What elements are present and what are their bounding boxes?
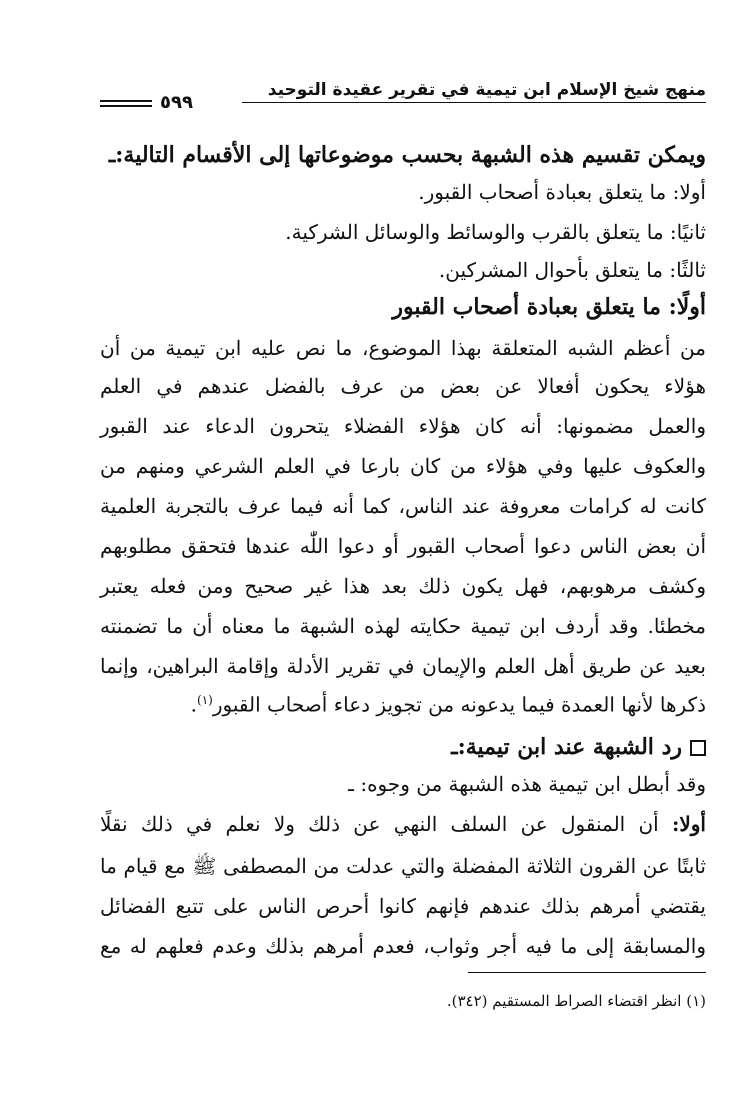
- checkbox-icon: [690, 740, 706, 756]
- rebuttal-heading: [100, 736, 706, 758]
- header-ornament-bar: [100, 105, 152, 107]
- paragraph-line: يقتضي أمرهم بذلك عندهم فإنهم كانوا أحرص الناس على تتبع الفضائل: [100, 894, 706, 918]
- list-item: أولا: ما يتعلق بعبادة أصحاب القبور.: [418, 180, 706, 204]
- paragraph-line: وكشف مرهوبهم، فهل يكون ذلك بعد هذا غير صحيح ومن فعله يعتبر: [100, 574, 706, 598]
- paragraph-line: [100, 694, 706, 715]
- paragraph-text: ذكرها لأنها العمدة فيما يدعونه من تجويز دعاء أصحاب القبور: [212, 692, 706, 717]
- paragraph-line: أن بعض الناس دعوا أصحاب القبور أو دعوا اللّٰه عندها فتحقق مطلوبهم: [100, 534, 706, 558]
- footnote: (١) انظر اقتضاء الصراط المستقيم (٣٤٢).: [446, 992, 706, 1010]
- paragraph-line: ثابتًا عن القرون الثلاثة المفضلة والتي عدلت من المصطفى ﷺ مع قيام ما: [100, 854, 706, 878]
- paragraph-end: .: [190, 692, 197, 717]
- paragraph-line: [100, 814, 706, 834]
- paragraph-line: من أعظم الشبه المتعلقة بهذا الموضوع، ما نص عليه ابن تيمية من أن: [100, 336, 706, 360]
- paragraph-line: والعكوف عليها وفي هؤلاء من كان بارعا في العلم الشرعي ومنهم من: [100, 454, 706, 478]
- rebuttal-heading-text: رد الشبهة عند ابن تيمية:ـ: [451, 734, 682, 760]
- page-number: ٥٩٩: [160, 92, 193, 113]
- paragraph-line: هؤلاء يحكون أفعالا عن بعض من عرف بالفضل عندهم في العلم: [100, 374, 706, 398]
- paragraph-line: بعيد عن طريق أهل العلم والإيمان في تقرير الأدلة وإقامة البراهين، وإنما: [100, 654, 706, 678]
- paragraph-text: أن المنقول عن السلف النهي عن ذلك ولا نعلم في ذلك نقلًا: [100, 812, 672, 836]
- list-item: ثالثًا: ما يتعلق بأحوال المشركين.: [438, 258, 706, 282]
- subsection-heading: أولًا: ما يتعلق بعبادة أصحاب القبور: [392, 294, 706, 320]
- footnote-reference: (١): [197, 693, 213, 707]
- footnote-rule: [468, 972, 706, 973]
- list-item: ثانيًا: ما يتعلق بالقرب والوسائط والوسائل الشركية.: [285, 220, 706, 244]
- header-ornament-bar: [100, 100, 152, 102]
- paragraph-line: مخطئا. وقد أردف ابن تيمية حكايته لهذه الشبهة ما معناه أن ما تضمنته: [100, 614, 706, 638]
- paragraph-line: وقد أبطل ابن تيمية هذه الشبهة من وجوه: ـ: [348, 772, 706, 796]
- paragraph-line: والمسابقة إلى ما فيه أجر وثواب، فعدم أمرهم بذلك وعدم فعلهم له مع: [100, 934, 706, 958]
- header-rule: [242, 102, 706, 103]
- paragraph-line: والعمل مضمونها: أنه كان هؤلاء الفضلاء يتحرون الدعاء عند القبور: [100, 414, 706, 438]
- paragraph-line: كانت له كرامات معروفة عند الناس، كما أنه فيما عرف بالتجربة العلمية: [100, 494, 706, 518]
- section-intro-heading: ويمكن تقسيم هذه الشبهة بحسب موضوعاتها إلى الأقسام التالية:ـ: [108, 142, 706, 168]
- running-header: [100, 80, 706, 113]
- book-title: منهج شيخ الإسلام ابن تيمية في تقرير عقيدة التوحيد: [267, 80, 706, 100]
- point-label: أولا:: [671, 812, 706, 836]
